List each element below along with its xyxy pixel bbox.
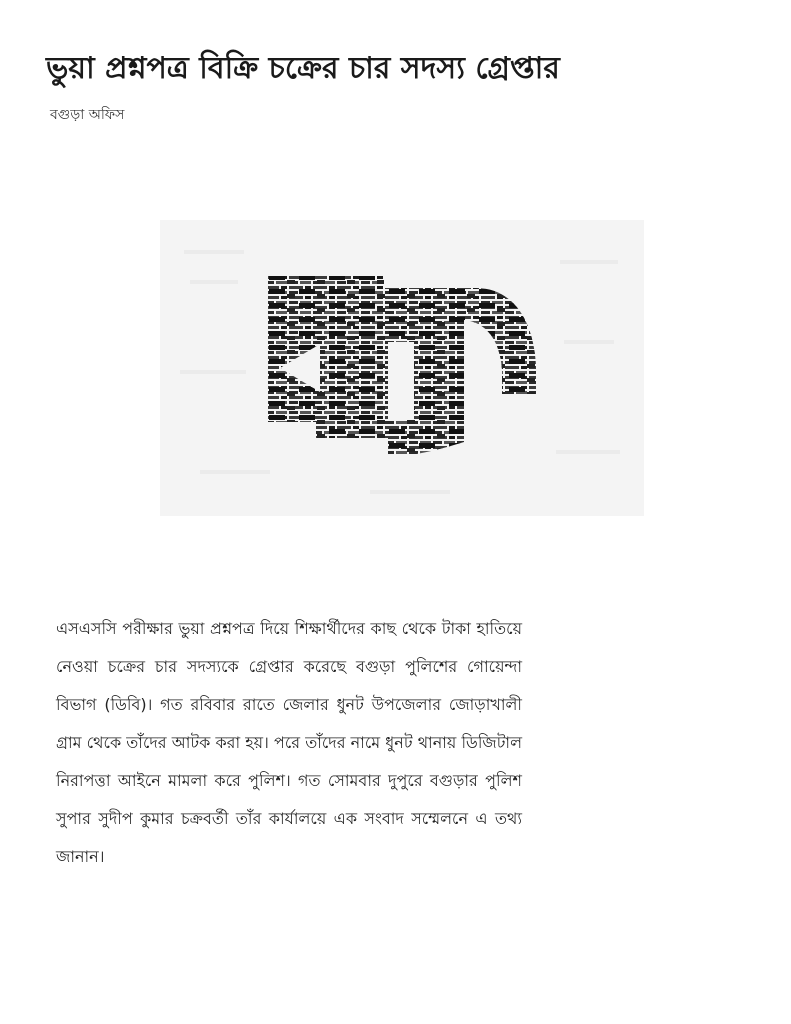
article-body-text: এসএসসি পরীক্ষার ভুয়া প্রশ্নপত্র দিয়ে শিক্ষার্থীদের কাছ থেকে টাকা হাতিয়ে নেওয়া চক্রের চার সদস্যকে গ্রেপ্তার করেছে বগুড়া পুলিশের গোয়েন্দা বিভাগ (ডিবি)। গত রবিবার রাতে জেলার ধুনট উপজেলার জোড়াখালী গ্রাম থেকে তাঁদের আটক করা হয়। পরে তাঁদের নামে ধুনট থানায় ডিজিটাল নিরাপত্তা আইনে মামলা করে পুলিশ। গত সোমবার দুপুরে বগুড়ার পুলিশ সুপার সুদীপ কুমার চক্রবর্তী তাঁর কার্যালয়ে এক সংবাদ সম্মেলনে এ তথ্য জানান। bbox=[56, 619, 522, 866]
article-byline: বগুড়া অফিস bbox=[50, 107, 125, 123]
article-headline: ভুয়া প্রশ্নপত্র বিক্রি চক্রের চার সদস্য গ্রেপ্তার bbox=[46, 51, 560, 86]
article-photo bbox=[160, 220, 644, 516]
newspaper-logo-icon bbox=[264, 270, 540, 462]
